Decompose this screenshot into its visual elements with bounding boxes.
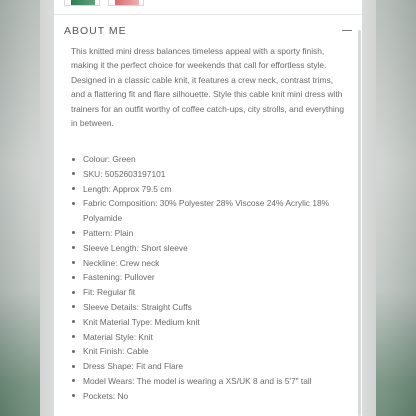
list-item: Material Style: Knit [71,330,347,345]
section-divider [54,14,362,15]
thumbnail-red[interactable] [108,0,144,6]
list-item: Fastening: Pullover [71,270,347,285]
list-item: Knit Finish: Cable [71,344,347,359]
list-item: Dress Shape: Fit and Flare [71,359,347,374]
section-title: ABOUT ME [64,25,127,37]
list-item: Fit: Regular fit [71,285,347,300]
about-me-toggle[interactable] [64,22,352,40]
minus-icon[interactable] [342,26,352,36]
list-item: Knit Material Type: Medium knit [71,315,347,330]
spec-list [71,152,347,404]
list-item: SKU: 5052603197101 [71,167,347,182]
image-thumbnails [64,0,144,6]
list-item: Colour: Green [71,152,347,167]
thumbnail-green[interactable] [64,0,100,6]
list-item: Length: Approx 79.5 cm [71,182,347,197]
product-description: This knitted mini dress balances timeless appeal with a sporty finish, making it the perfect choice for weekends that call for effortless style. Designed in a classic cable knit, it features a crew neck, contrast trims, and a flattering fit and flare silhouette. Style this cable knit mini dress with trainers for an outfit worthy of coffee catch-ups, city strolls, and everything in between. [71,46,345,129]
scrollbar[interactable] [358,30,361,416]
background-blur-left [0,0,40,416]
list-item: Sleeve Length: Short sleeve [71,241,347,256]
product-details-panel [54,0,362,416]
list-item: Pattern: Plain [71,226,347,241]
background-blur-right [376,0,416,416]
list-item: Sleeve Details: Straight Cuffs [71,300,347,315]
list-item: Fabric Composition: 30% Polyester 28% Viscose 24% Acrylic 18% Polyamide [71,196,347,226]
list-item: Pockets: No [71,389,347,404]
list-item: Model Wears: The model is wearing a XS/UK 8 and is 5'7" tall [71,374,347,389]
list-item: Neckline: Crew neck [71,256,347,271]
